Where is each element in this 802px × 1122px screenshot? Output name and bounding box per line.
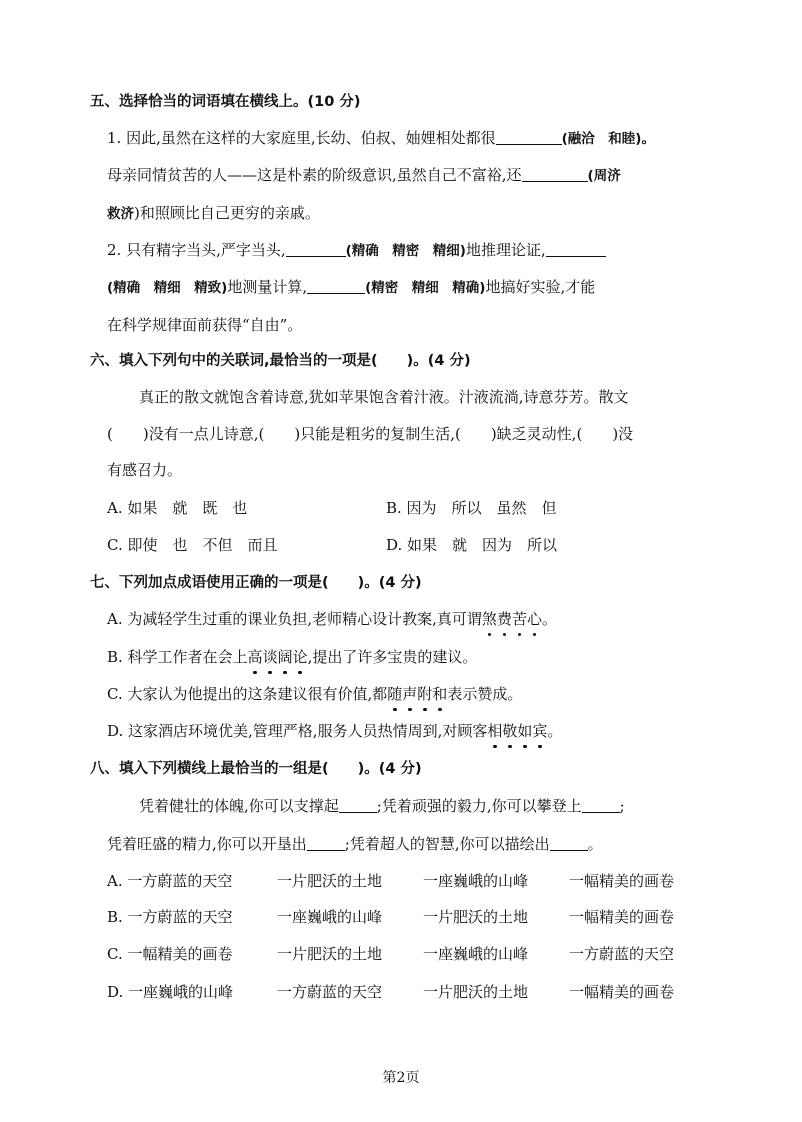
passage-text: )缺乏灵动性,( xyxy=(490,425,583,443)
option-cell: C. 一幅精美的画卷 xyxy=(107,945,233,963)
dotted-char: 随 xyxy=(387,685,403,703)
option-d[interactable]: D. 如果 就 因为 所以 xyxy=(386,536,558,554)
option-c[interactable] xyxy=(107,684,522,704)
passage-line-3: 有感召力。 xyxy=(107,461,183,479)
passage-line-2 xyxy=(107,424,633,444)
passage-text: )没有一点儿诗意,( xyxy=(142,425,265,443)
answer-blank[interactable] xyxy=(550,836,588,851)
passage-text: 凭着旺盛的精力,你可以开垦出 xyxy=(107,835,307,853)
option-a[interactable] xyxy=(107,871,674,891)
option-cell: 一座巍峨的山峰 xyxy=(423,945,529,963)
dotted-char: 高 xyxy=(247,648,263,666)
section-7-title: 七、下列加点成语使用正确的一项是( )。(4 分) xyxy=(90,575,422,591)
dotted-char: 阔 xyxy=(277,648,293,666)
dotted-char: 和 xyxy=(432,685,448,703)
option-text: 。 xyxy=(541,610,557,628)
word-choices: (精确 精细 精致) xyxy=(107,280,228,296)
word-choices: (精密 精细 精确) xyxy=(365,280,486,296)
q2-text: 地推理论证, xyxy=(465,241,546,259)
q2-line-2 xyxy=(107,277,595,298)
passage-text: ;凭着顽强的毅力,你可以攀登上 xyxy=(376,797,582,815)
dotted-char: 声 xyxy=(402,685,418,703)
q1-text: 母亲同情贫苦的人——这是朴素的阶级意识,虽然自己不富裕,还 xyxy=(107,166,522,184)
dotted-char: 煞 xyxy=(481,610,497,628)
dotted-char: 如 xyxy=(517,722,533,740)
section-6-title: 六、填入下列句中的关联词,最恰当的一项是( )。(4 分) xyxy=(90,353,471,369)
option-cell: 一片肥沃的土地 xyxy=(277,872,383,890)
option-cell: 一幅精美的画卷 xyxy=(569,983,675,1001)
option-cell: 一幅精美的画卷 xyxy=(569,872,675,890)
option-cell: 一幅精美的画卷 xyxy=(569,908,675,926)
dotted-char: 相 xyxy=(487,722,503,740)
option-c[interactable]: C. 即使 也 不但 而且 xyxy=(107,536,278,554)
passage-line-1: 真正的散文就饱含着诗意,犹如苹果饱含着汁液。汁液流淌,诗意芬芳。散文 xyxy=(139,388,629,406)
option-a[interactable] xyxy=(107,609,557,629)
answer-blank[interactable] xyxy=(496,130,562,145)
option-cell: 一座巍峨的山峰 xyxy=(423,872,529,890)
dotted-char: 苦 xyxy=(511,610,527,628)
option-cell: 一方蔚蓝的天空 xyxy=(277,983,383,1001)
q2-text: 2. 只有精字当头,严字当头, xyxy=(107,241,286,259)
option-cell: A. 一方蔚蓝的天空 xyxy=(107,872,233,890)
answer-blank[interactable] xyxy=(546,242,606,257)
q1-text: 1. 因此,虽然在这样的大家庭里,长幼、伯叔、妯娌相处都很 xyxy=(107,129,496,147)
answer-blank[interactable] xyxy=(522,167,588,182)
dotted-char: 宾 xyxy=(532,722,548,740)
option-cell: B. 一方蔚蓝的天空 xyxy=(107,908,233,926)
option-b[interactable] xyxy=(107,647,477,667)
option-b[interactable]: B. 因为 所以 虽然 但 xyxy=(386,499,557,517)
passage-text: ;凭着超人的智慧,你可以描绘出 xyxy=(344,835,550,853)
option-text: 表示赞成。 xyxy=(447,685,523,703)
q1-text: )和照顾比自己更穷的亲戚。 xyxy=(134,204,320,222)
section-5-title: 五、选择恰当的词语填在横线上。(10 分) xyxy=(90,94,361,110)
word-choices: (融洽 和睦)。 xyxy=(561,131,655,147)
passage-text: )没 xyxy=(612,425,634,443)
option-text: C. 大家认为他提出的这条建议很有价值,都 xyxy=(107,685,388,703)
q2-line-3: 在科学规律面前获得“自由”。 xyxy=(107,316,303,334)
option-cell: 一片肥沃的土地 xyxy=(423,983,529,1001)
q1-line-2 xyxy=(107,165,621,186)
word-choices: (周济 xyxy=(587,168,621,184)
passage-text: 凭着健壮的体魄,你可以支撑起 xyxy=(139,797,339,815)
passage-text: ; xyxy=(619,797,625,815)
dotted-char: 附 xyxy=(417,685,433,703)
paren-open: ( xyxy=(107,425,113,443)
answer-blank[interactable] xyxy=(582,798,620,813)
word-choices: 救济 xyxy=(107,206,134,222)
option-d[interactable] xyxy=(107,721,562,741)
section-8-title: 八、填入下列横线上最恰当的一组是( )。(4 分) xyxy=(90,761,422,777)
answer-blank[interactable] xyxy=(307,279,365,294)
option-text: ,提出了许多宝贵的建议。 xyxy=(307,648,478,666)
answer-blank[interactable] xyxy=(339,798,377,813)
word-choices: (精确 精密 精细) xyxy=(345,243,466,259)
option-cell: 一方蔚蓝的天空 xyxy=(569,945,675,963)
dotted-char: 费 xyxy=(496,610,512,628)
answer-blank[interactable] xyxy=(307,836,345,851)
passage-line-2 xyxy=(107,834,603,854)
option-cell: 一片肥沃的土地 xyxy=(423,908,529,926)
q1-line-3 xyxy=(107,203,320,224)
dotted-char: 敬 xyxy=(502,722,518,740)
answer-blank[interactable] xyxy=(286,242,346,257)
page-number: 第2页 xyxy=(382,1070,420,1086)
dotted-char: 论 xyxy=(292,648,308,666)
passage-line-1 xyxy=(139,796,625,816)
passage-text: )只能是粗劣的复制生活,( xyxy=(294,425,461,443)
option-cell: 一片肥沃的土地 xyxy=(277,945,383,963)
option-text: 。 xyxy=(547,722,563,740)
option-c[interactable] xyxy=(107,944,674,964)
option-cell: 一座巍峨的山峰 xyxy=(277,908,383,926)
q1-line-1 xyxy=(107,128,655,149)
option-b[interactable] xyxy=(107,907,674,927)
q2-line-1 xyxy=(107,240,606,261)
q2-text: 地测量计算, xyxy=(227,278,308,296)
option-cell: D. 一座巍峨的山峰 xyxy=(107,983,234,1001)
passage-text: 。 xyxy=(587,835,603,853)
option-text: D. 这家酒店环境优美,管理严格,服务人员热情周到,对顾客 xyxy=(107,722,488,740)
option-a[interactable]: A. 如果 就 既 也 xyxy=(107,499,248,517)
option-text: A. 为减轻学生过重的课业负担,老师精心设计教案,真可谓 xyxy=(107,610,482,628)
dotted-char: 心 xyxy=(526,610,542,628)
dotted-char: 谈 xyxy=(262,648,278,666)
option-d[interactable] xyxy=(107,982,674,1002)
option-text: B. 科学工作者在会上 xyxy=(107,648,248,666)
q2-text: 地搞好实验,才能 xyxy=(485,278,596,296)
